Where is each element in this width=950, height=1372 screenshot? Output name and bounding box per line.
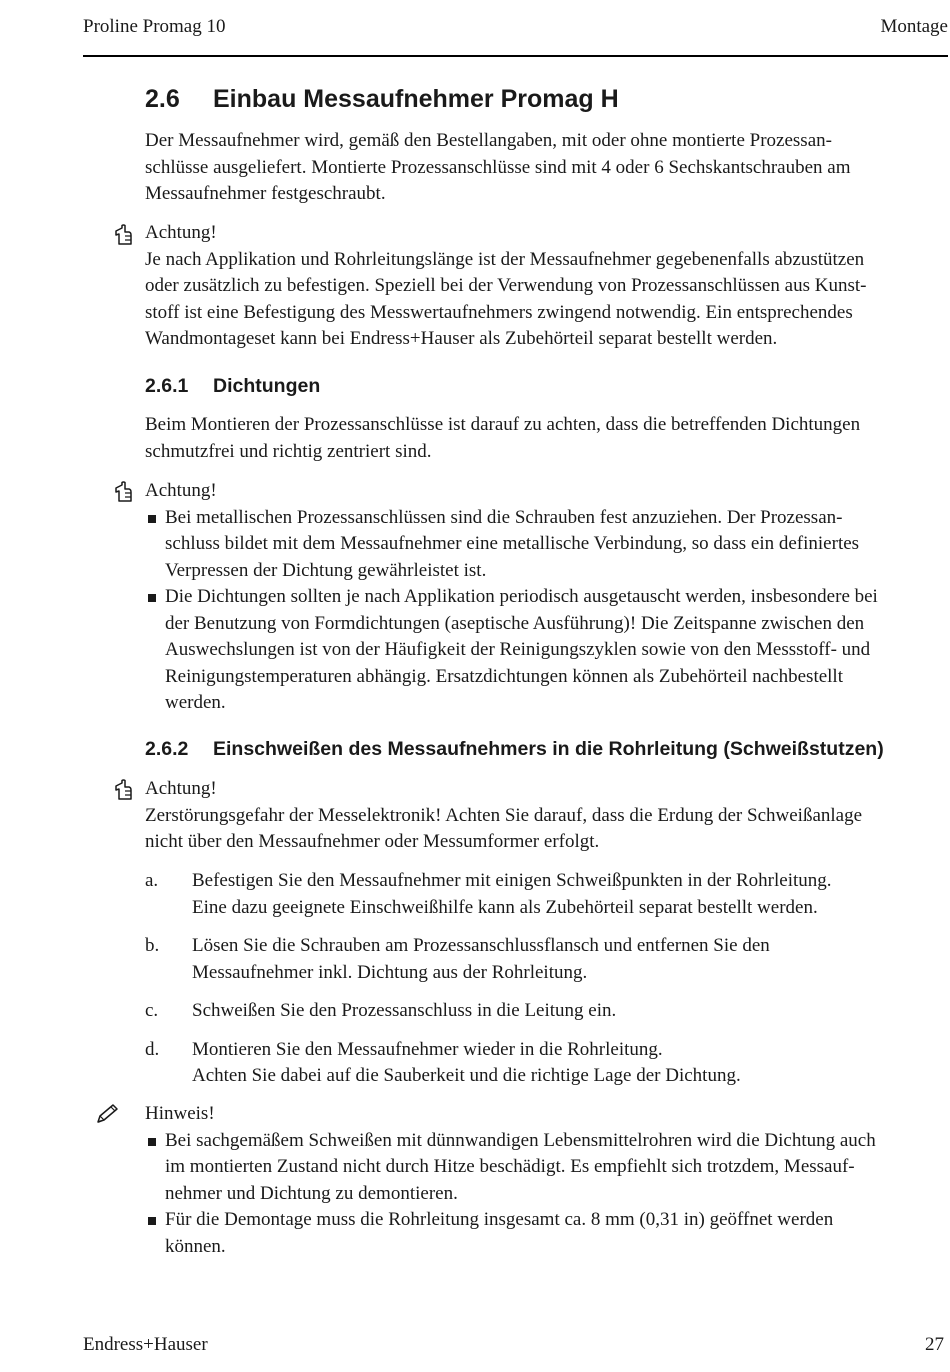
bullet-square-icon — [148, 1217, 156, 1225]
note-label: Hinweis! — [145, 1103, 215, 1124]
caution-block-2 — [145, 478, 945, 717]
pointing-hand-icon — [112, 481, 134, 503]
subsection-title: Einschweißen des Messaufnehmers in die Rohrleitung (Schweißstutzen) — [213, 738, 884, 760]
bullet-line: Die Dichtungen sollten je nach Applikation periodisch ausgetauscht werden, insbesondere bei — [165, 586, 878, 607]
bullet-line: Bei metallischen Prozessanschlüssen sind die Schrauben fest anzuziehen. Der Prozessan- — [165, 506, 843, 528]
bullet-line: Bei sachgemäßem Schweißen mit dünnwandigen Lebensmittelrohren wird die Dichtung auch — [165, 1129, 876, 1151]
intro-line: Beim Montieren der Prozessanschlüsse ist darauf zu achten, dass die betreffenden Dichtungen — [145, 414, 861, 435]
intro-line: Messaufnehmer festgeschraubt. — [145, 183, 386, 204]
bullet-line: nehmer und Dichtung zu demontieren. — [165, 1182, 458, 1204]
section-heading — [145, 85, 619, 114]
subsection-heading-dichtungen — [145, 375, 320, 398]
bullet-line: Auswechslungen ist von der Häufigkeit der Reinigungszyklen sowie von den Messstoff- und — [165, 639, 871, 660]
section-title: Einbau Messaufnehmer Promag H — [213, 85, 619, 113]
bullet-square-icon — [148, 515, 156, 523]
subsection-number: 2.6.1 — [145, 375, 189, 397]
header-document-title: Proline Promag 10 — [83, 16, 226, 37]
bullet-line: Reinigungstemperaturen abhängig. Ersatzdichtungen können als Zubehörteil nachbestellt — [165, 665, 843, 687]
bullet-line: der Benutzung von Formdichtungen (aseptische Ausführung)! Die Zeitspanne zwischen den — [165, 612, 865, 634]
intro-line: schmutzfrei und richtig zentriert sind. — [145, 440, 432, 462]
bullet-line: werden. — [165, 692, 226, 713]
bullet-line: Verpressen der Dichtung gewährleistet ist. — [165, 559, 487, 581]
caution-line: stoff ist eine Befestigung des Messwertaufnehmers zwingend notwendig. Ein entsprechendes — [145, 301, 853, 323]
list-item — [145, 1207, 945, 1260]
step-label: a. — [145, 870, 159, 891]
footer-publisher: Endress+Hauser — [83, 1334, 208, 1355]
list-item — [145, 998, 945, 1025]
section-intro — [145, 128, 850, 208]
step-line: Befestigen Sie den Messaufnehmer mit einigen Schweißpunkten in der Rohrleitung. — [192, 870, 832, 891]
caution-line: oder zusätzlich zu befestigen. Speziell bei der Verwendung von Prozessanschlüssen aus Kunst- — [145, 275, 867, 296]
list-item — [145, 584, 945, 717]
pointing-hand-icon — [112, 224, 134, 246]
bullet-square-icon — [148, 594, 156, 602]
intro-line: Der Messaufnehmer wird, gemäß den Bestellangaben, mit oder ohne montierte Prozessan- — [145, 130, 832, 151]
step-line: Schweißen Sie den Prozessanschluss in die Leitung ein. — [192, 1000, 617, 1021]
bullet-line: im montierten Zustand nicht durch Hitze beschädigt. Es empfiehlt sich trotzdem, Messauf- — [165, 1156, 855, 1177]
subsection-title: Dichtungen — [213, 375, 321, 397]
step-line: Messaufnehmer inkl. Dichtung aus der Rohrleitung. — [192, 961, 588, 983]
pointing-hand-icon — [112, 779, 134, 801]
subsection-number: 2.6.2 — [145, 738, 189, 760]
list-item — [145, 1037, 945, 1090]
list-item — [145, 933, 945, 986]
note-block — [145, 1101, 945, 1260]
header-chapter-title: Montage — [880, 16, 948, 37]
subsection-intro — [145, 412, 860, 465]
list-item — [145, 868, 945, 921]
caution-block-3 — [145, 776, 862, 856]
step-label: d. — [145, 1038, 160, 1060]
bullet-line: können. — [165, 1235, 226, 1257]
page-number: 27 — [925, 1334, 944, 1355]
bullet-square-icon — [148, 1138, 156, 1146]
caution-block-1 — [145, 220, 866, 353]
caution-line: Je nach Applikation und Rohrleitungslänge ist der Messaufnehmer gegebenenfalls abzustützen — [145, 248, 865, 270]
step-line: Montieren Sie den Messaufnehmer wieder in die Rohrleitung. — [192, 1038, 663, 1060]
caution-label: Achtung! — [145, 778, 217, 799]
step-line: Lösen Sie die Schrauben am Prozessanschlussflansch und entfernen Sie den — [192, 935, 770, 956]
caution-line: Wandmontageset kann bei Endress+Hauser als Zubehörteil separat bestellt werden. — [145, 328, 778, 349]
note-bullet-list — [145, 1128, 945, 1261]
bullet-line: schluss bildet mit dem Messaufnehmer eine metallische Verbindung, so dass ein definiertes — [165, 533, 860, 554]
pencil-icon — [95, 1102, 121, 1126]
list-item — [145, 1128, 945, 1208]
step-line: Achten Sie dabei auf die Sauberkeit und die richtige Lage der Dichtung. — [192, 1065, 741, 1086]
intro-line: schlüsse ausgeliefert. Montierte Prozessanschlüsse sind mit 4 oder 6 Sechskantschrauben am — [145, 156, 851, 178]
step-label: b. — [145, 935, 160, 956]
list-item — [145, 505, 945, 585]
caution-label: Achtung! — [145, 480, 217, 501]
step-line: Eine dazu geeignete Einschweißhilfe kann als Zubehörteil separat bestellt werden. — [192, 896, 818, 918]
bullet-line: Für die Demontage muss die Rohrleitung insgesamt ca. 8 mm (0,31 in) geöffnet werden — [165, 1209, 834, 1230]
caution-line: Zerstörungsgefahr der Messelektronik! Achten Sie darauf, dass die Erdung der Schweißanlage — [145, 804, 863, 826]
procedure-steps — [145, 868, 945, 1102]
subsection-heading-einschweissen — [145, 738, 884, 761]
step-label: c. — [145, 1000, 159, 1021]
section-number: 2.6 — [145, 85, 180, 113]
caution-label: Achtung! — [145, 222, 217, 243]
caution-bullet-list — [145, 505, 945, 717]
header-rule — [83, 55, 948, 57]
caution-line: nicht über den Messaufnehmer oder Messumformer erfolgt. — [145, 831, 600, 852]
